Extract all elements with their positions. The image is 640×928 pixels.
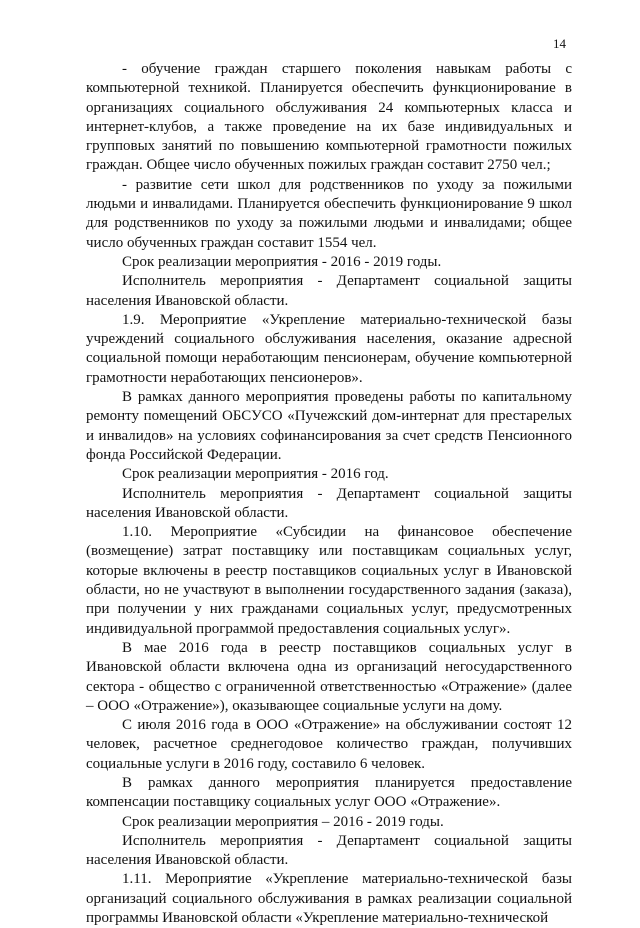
paragraph: Срок реализации мероприятия - 2016 - 2019 годы. — [122, 253, 442, 270]
paragraph: В рамках данного мероприятия планируется предоставление компенсации поставщику социальных услуг ООО «Отражение». — [86, 774, 572, 811]
paragraph: Срок реализации мероприятия – 2016 - 2019 годы. — [122, 813, 444, 830]
paragraph: 1.9. Мероприятие «Укрепление материально-технической базы учреждений социального обслуживания населения, оказание адресной социальной помощи неработающим пенсионерам, обучение компьютерной грамотности неработающих пенсионеров». — [86, 311, 572, 386]
paragraph: Срок реализации мероприятия - 2016 год. — [122, 466, 389, 483]
paragraph: Исполнитель мероприятия - Департамент социальной защиты населения Ивановской области. — [86, 485, 572, 521]
paragraph: 1.11. Мероприятие «Укрепление материально-технической базы организаций социального обслуживания в рамках реализации социальной программы Ивановской области «Укрепление материально-технической — [86, 871, 572, 927]
paragraph: С июля 2016 года в ООО «Отражение» на обслуживании состоят 12 человек, расчетное среднегодовое количество граждан, получивших социальные услуги в 2016 году, составило 6 человек. — [86, 717, 572, 772]
paragraph: - обучение граждан старшего поколения навыкам работы с компьютерной техникой. Планируется обеспечить функционирование в организациях социального обслуживания 24 компьютерных класса и интернет-клубов, а также проведение на их базе индивидуальных и групповых занятий по повышению компьютерной грамотности пожилых граждан. Общее число обученных пожилых граждан составит 2750 чел.; — [86, 61, 572, 174]
paragraph: В мае 2016 года в реестр поставщиков социальных услуг в Ивановской области включена одна из организаций негосударственного сектора - общество с ограниченной ответственностью «Отражение» (далее – ООО «Отражение»), оказывающее социальные услуги на дому. — [86, 639, 572, 714]
paragraph: В рамках данного мероприятия проведены работы по капитальному ремонту помещений ОБСУСО «Пучежский дом-интернат для престарелых и инвалидов» на условиях софинансирования за счет средств Пенсионного фонда Российской Федерации. — [86, 389, 572, 463]
paragraph: Исполнитель мероприятия - Департамент социальной защиты населения Ивановской области. — [86, 832, 572, 869]
paragraph: 1.10. Мероприятие «Субсидии на финансовое обеспечение (возмещение) затрат поставщику или поставщикам социальных услуг, которые включены в реестр поставщиков социальных услуг в Ивановской области, но не участвуют в выполнении государственного задания (заказа), при получении у них гражданами социальных услуг, предусмотренных индивидуальной программой предоставления социальных услуг». — [86, 524, 572, 637]
paragraph: Исполнитель мероприятия - Департамент социальной защиты населения Ивановской области. — [86, 273, 572, 309]
document-body — [86, 60, 572, 928]
page-number: 14 — [553, 36, 566, 51]
paragraph: - развитие сети школ для родственников по уходу за пожилыми людьми и инвалидами. Планируется обеспечить функционирование 9 школ для родственников по уходу за пожилыми людьми и инвалидами; общее число обученных граждан составит 1554 чел. — [86, 176, 572, 251]
